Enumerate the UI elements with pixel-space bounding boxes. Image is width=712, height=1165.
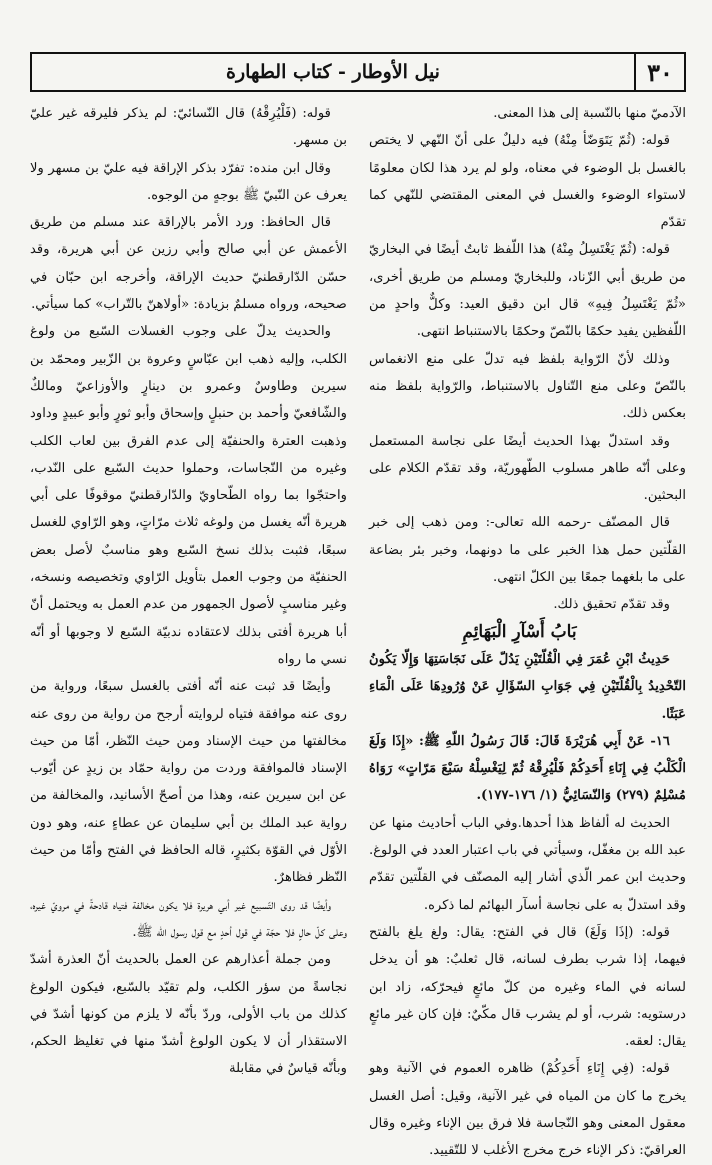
paragraph: وذلك لأنّ الرّواية بلفظ فيه تدلّ على منع الانغماس بالنّصّ وعلى منع التّناول بالاستنباط، والرّواية بلفظ منه بعكس ذلك. bbox=[369, 351, 686, 422]
hadith-text: ١٦- عَنْ أَبِي هُرَيْرَةَ قَالَ: قَالَ رَسُولُ اللّهِ ﷺ: «إِذَا وَلَغَ الْكَلْبُ فِي إِنَاءِ أَحَدِكُمْ فَلْيُرِقْهُ ثُمّ لِيَغْسِلْهُ سَبْعَ مَرّاتٍ» رَوَاهُ مُسْلِمٌ (٢٧٩) وَالنّسَائِيُّ (١/ ١٧٦-١٧٧). bbox=[369, 733, 686, 804]
page-number: ٣٠ bbox=[634, 54, 684, 90]
paragraph: قوله: (فَلْيُرِقْهُ) قال النّسائيّ: لم يذكر فليرقه غير عليّ بن مسهر. bbox=[30, 106, 347, 149]
paragraph: الحديث له ألفاظ هذا أحدها.وفي الباب أحاديث منها عن عبد الله بن مغفّل، وسيأتي في باب اعتبار العدد في الولوغ. وحديث ابن عمر الّذي أشار إليه المصنّف في القلّتين تقدّم وقد استدلّ به على نجاسة أسآر البهائم لما ذكره. bbox=[369, 815, 686, 913]
right-column bbox=[369, 100, 686, 1159]
paragraph: قوله: (فِي إِنَاءِ أَحَدِكُمْ) ظاهره العموم في الآنية وهو يخرج ما كان من المياه في غير الآنية، وقيل: أصل الغسل معقول المعنى وهو النّجاسة فلا فرق بين الإناء وغيره وقال العراقيّ: ذكر الإناء خرج مخرج الأغلب لا للتّقييد. bbox=[369, 1061, 686, 1159]
page-header bbox=[30, 52, 686, 92]
paragraph: وأيضًا قد ثبت عنه أنّه أفتى بالغسل سبعًا، ورواية من روى عنه موافقة فتياه لروايته أرجح من رواية من روى عنه مخالفتها من حيث الإسناد ومن حيث النّظر، أمّا من حيث الإسناد فالموافقة وردت من رواية حمّاد بن زيدٍ عن أيّوب عن ابن سيرين عنه، وهذا من أصحّ الأسانيد، والمخالفة من رواية عبد الملك بن أبي سليمان عن عطاءٍ عنه، وهو دون الأوّل في القوّة بكثيرٍ، قاله الحافظ في الفتح وأمّا من حيث النّظر فظاهرٌ. bbox=[30, 679, 347, 886]
paragraph: وأيضًا قد روى التّسبيع غير أبي هريرة فلا يكون مخالفة فتياه قادحةً في مرويّ غيره، وعلى كلّ حالٍ فلا حجّة في قول أحدٍ مع قول رسول الله ﷺ. bbox=[30, 897, 347, 940]
paragraph: ومن جملة أعذارهم عن العمل بالحديث أنّ العذرة أشدّ نجاسةً من سؤر الكلب، ولم تقيّد بالسّبع، فيكون الولوغ كذلك من باب الأولى، وردّ بأنّه لا يلزم من كونها أشدّ في الاستقذار أن لا يكون الولوغ أشدّ منها في تغليظ الحكم، وبأنّه قياسٌ في مقابلة bbox=[30, 952, 347, 1077]
chapter-heading: بَابُ أَسْآرِ الْبَهَائِمِ bbox=[462, 621, 577, 642]
left-column bbox=[30, 100, 347, 1095]
paragraph: الآدميّ منها بالنّسبة إلى هذا المعنى. bbox=[493, 106, 686, 121]
paragraph: قال الحافظ: ورد الأمر بالإراقة عند مسلم من طريق الأعمش عن أبي صالح وأبي رزين عن أبي هريرة، وقد حسّن الدّارقطنيّ حديث الإراقة، وأخرجه ابن حبّان في صحيحه، ورواه مسلمٌ بزيادة: «أولاهنّ بالتّراب» كما سيأتي. bbox=[30, 215, 347, 313]
text-columns bbox=[30, 100, 686, 1159]
hadith-text: حَدِيثُ ابْنِ عُمَرَ فِي الْقُلّتَيْنِ يَدُلّ عَلَى نَجَاسَتِهَا وَإِلّا يَكُونُ التّحْدِيدُ بِالْقُلّتَيْنِ فِي جَوَابِ السّؤَالِ عَنْ وُرُودِهَا عَلَى الْمَاءِ عَبَثًا. bbox=[369, 651, 686, 722]
paragraph: قوله: (ثُمّ يَغْتَسِلُ مِنْهُ) هذا اللّفظ ثابتٌ أيضًا في البخاريّ من طريق أبي الزّناد، وللبخاريّ ومسلم من طريق أخرى، «ثُمّ يَغْتَسِلُ فِيهِ» قال ابن دقيق العيد: وكلٌّ واحدٍ من اللّفظين يفيد حكمًا بالنّصّ وحكمًا بالاستنباط انتهى. bbox=[369, 242, 686, 340]
paragraph: وقد تقدّم تحقيق ذلك. bbox=[553, 597, 670, 613]
running-title: نيل الأوطار - كتاب الطهارة bbox=[226, 61, 440, 83]
paragraph: وقد استدلّ بهذا الحديث أيضًا على نجاسة المستعمل وعلى أنّه طاهر مسلوب الطّهوريّة، وقد تقدّم الكلام على البحثين. bbox=[369, 433, 686, 504]
paragraph: قوله: (إذَا وَلَغَ) قال في الفتح: يقال: ولغ يلغ بالفتح فيهما، إذا شرب بطرف لسانه، قال ثعلبٌ: هو أن يدخل لسانه في الماء وغيره من كلّ مائعٍ فيحرّكه، زاد ابن درستويه: شرب، أو لم يشرب قال مكّيٌ: فإن كان غير مائعٍ يقال: لعقه. bbox=[369, 924, 686, 1050]
paragraph: قال المصنّف -رحمه الله تعالى-: ومن ذهب إلى خبر القلّتين حمل هذا الخبر على ما دونهما، وخبر بئر بضاعة على ما بلغهما جمعًا بين الكلّ انتهى. bbox=[369, 515, 686, 586]
paragraph: قوله: (ثُمّ يَتَوَضّأ مِنْهُ) فيه دليلٌ على أنّ النّهي لا يختص بالغسل بل الوضوء في معناه، ولو لم يرد هذا لكان معلومًا لاستواء الوضوء والغسل في المعنى المقتضي للنّهي كما تقدّم bbox=[369, 133, 686, 231]
paragraph: والحديث يدلّ على وجوب الغسلات السّبع من ولوغ الكلب، وإليه ذهب ابن عبّاسٍ وعروة بن الزّبير ومحمّد بن سيرين وطاوسٌ وعمرو بن دينارٍ والأوزاعيّ ومالكٌ والشّافعيّ وأحمد بن حنبلٍ وإسحاق وأبو ثورٍ وأبو عبيدٍ وداود وذهبت العترة والحنفيّة إلى عدم الفرق بين لعاب الكلب وغيره من النّجاسات، وحملوا حديث السّبع على النّدب، واحتجّوا بما رواه الطّحاويّ والدّارقطنيّ موقوفًا على أبي هريرة أنّه يغسل من ولوغه ثلاث مرّاتٍ، وهو الرّاوي للغسل سبعًا، فثبت بذلك نسخ السّبع وهو مناسبٌ لأصل بعض الحنفيّة من وجوب العمل بتأويل الرّاوي وتخصيصه ونسخه، وغير مناسبٍ لأصول الجمهور من عدم العمل به ويحتمل أنّ أبا هريرة أفتى بذلك لاعتقاده ندبيّة السّبع لا وجوبها أو أنّه نسي ما رواه bbox=[30, 324, 347, 667]
paragraph: وقال ابن منده: تفرّد بذكر الإراقة فيه عليّ بن مسهر ولا يعرف عن النّبيّ ﷺ بوجهٍ من الوجوه. bbox=[30, 160, 347, 203]
